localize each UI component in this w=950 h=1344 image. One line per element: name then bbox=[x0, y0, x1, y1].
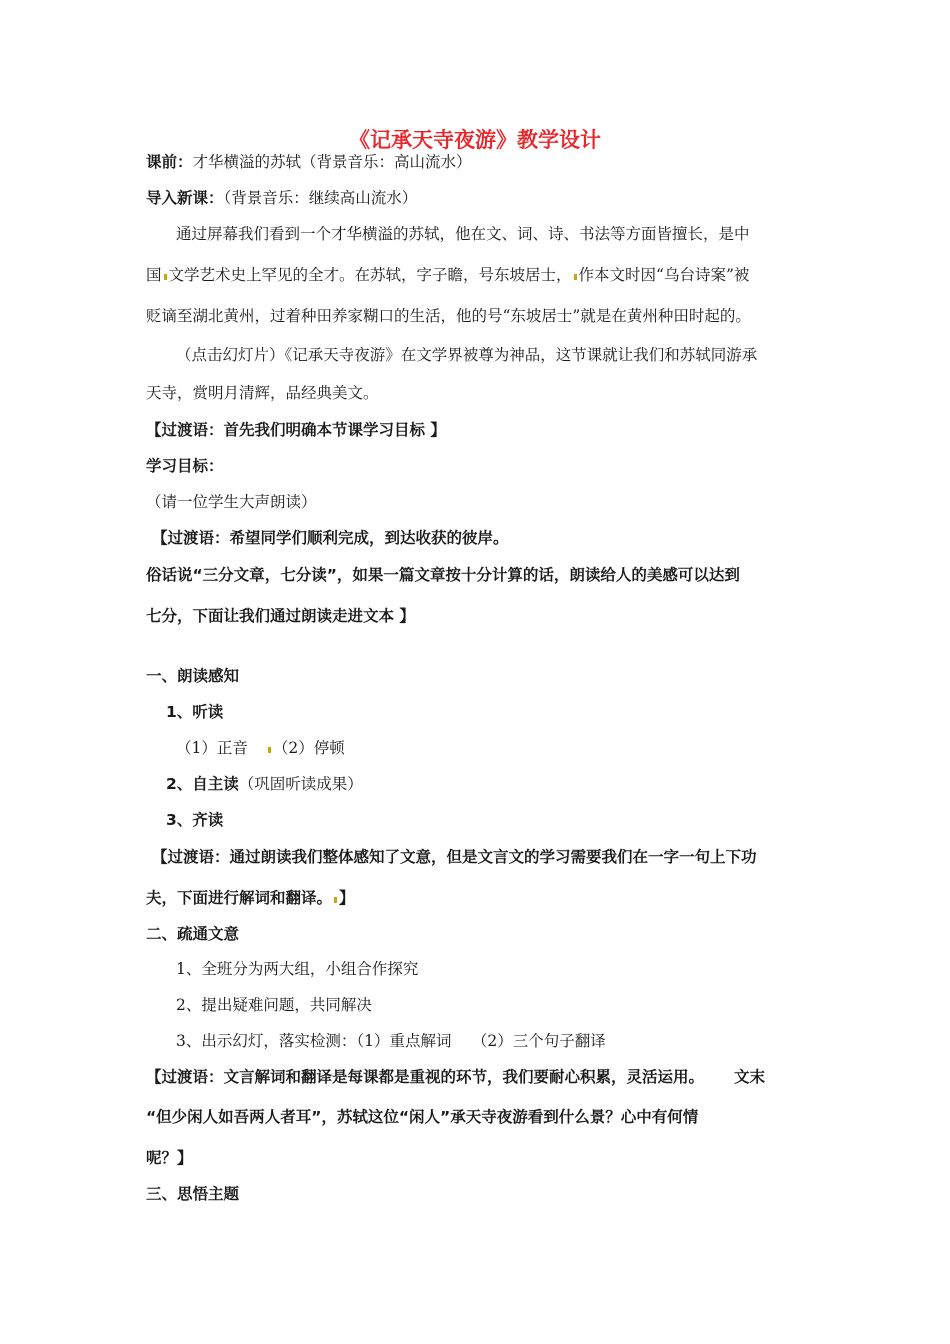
section-1-item-2 bbox=[166, 774, 363, 794]
transition-3-line-2b: 】 bbox=[339, 889, 355, 907]
transition-4-line-2: “但少闲人如吾两人者耳”，苏轼这位“闲人”承天寺夜游看到什么景？心中有何情 bbox=[146, 1108, 699, 1126]
mark-dot bbox=[164, 274, 167, 280]
transition-4-line-1b: 文末 bbox=[734, 1068, 766, 1086]
sub-zhengyin: （1）正音 bbox=[176, 739, 248, 757]
intro-line bbox=[146, 188, 417, 208]
saying-line-1: 俗话说“三分文章，七分读”，如果一篇文章按十分计算的话，朗读给人的美感可以达到 bbox=[146, 566, 740, 584]
paragraph-1-line-2a: 国 bbox=[146, 266, 162, 284]
sub-tingdun: （2）停顿 bbox=[272, 739, 345, 757]
pre-class-line bbox=[146, 152, 472, 172]
section-2-item-1: 1、全班分为两大组，小组合作探究 bbox=[176, 960, 419, 978]
section-2-item-2: 2、提出疑难问题，共同解决 bbox=[176, 996, 372, 1014]
mark-dot bbox=[268, 747, 271, 753]
document-title: 《记承天寺夜游》教学设计 bbox=[349, 128, 601, 152]
transition-3-line-1: 【过渡语：通过朗读我们整体感知了文意，但是文言文的学习需要我们在一字一句上下功 bbox=[152, 848, 757, 866]
pre-class-label: 课前： bbox=[146, 153, 193, 171]
section-1-item-1: 1、听读 bbox=[166, 703, 224, 721]
mark-dot bbox=[334, 897, 337, 903]
paragraph-1-line-2 bbox=[146, 265, 749, 285]
transition-4-line-1a: 【过渡语：文言解词和翻译是每课都是重视的环节，我们要耐心积累，灵活运用。 bbox=[146, 1068, 705, 1086]
transition-3-line-2 bbox=[146, 888, 355, 908]
mark-dot bbox=[574, 274, 577, 280]
section-2-heading: 二、疏通文意 bbox=[146, 925, 240, 943]
section-1-item-3: 3、齐读 bbox=[166, 811, 224, 829]
transition-4-line-1 bbox=[146, 1067, 765, 1087]
goals-note: （请一位学生大声朗读） bbox=[146, 493, 317, 511]
paragraph-1-line-1: 通过屏幕我们看到一个才华横溢的苏轼，他在文、词、诗、书法等方面皆擅长，是中 bbox=[176, 225, 750, 243]
goals-label: 学习目标： bbox=[146, 457, 224, 475]
transition-1: 【过渡语：首先我们明确本节课学习目标 】 bbox=[146, 421, 446, 439]
section-1-item-1-sub bbox=[176, 738, 345, 758]
paragraph-1-line-2b: 文学艺术史上罕见的全才。在苏轼，字子瞻，号东坡居士， bbox=[168, 266, 572, 284]
pre-class-text: 才华横溢的苏轼（背景音乐：高山流水） bbox=[192, 153, 472, 171]
paragraph-2-line-1: （点击幻灯片）《记承天寺夜游》在文学界被尊为神品，这节课就让我们和苏轼同游承 bbox=[176, 346, 758, 364]
item-2-label: 2、自主读 bbox=[166, 775, 239, 793]
intro-label: 导入新课： bbox=[146, 189, 224, 207]
transition-4-line-3: 呢？】 bbox=[146, 1149, 193, 1167]
item-2-note: （巩固听读成果） bbox=[238, 775, 363, 793]
paragraph-1-line-3: 贬谪至湖北黄州，过着种田养家糊口的生活，他的号“东坡居士”就是在黄州种田时起的。 bbox=[146, 307, 751, 325]
paragraph-2-line-2: 天寺，赏明月清辉，品经典美文。 bbox=[146, 384, 379, 402]
intro-text: （背景音乐：继续高山流水） bbox=[223, 189, 418, 207]
transition-2: 【过渡语：希望同学们顺利完成，到达收获的彼岸。 bbox=[152, 529, 509, 547]
section-2-item-3: 3、出示幻灯，落实检测：（1）重点解词 （2）三个句子翻译 bbox=[176, 1032, 606, 1050]
section-3-heading: 三、思悟主题 bbox=[146, 1185, 240, 1203]
transition-3-line-2a: 夫，下面进行解词和翻译。 bbox=[146, 889, 333, 907]
saying-line-2: 七分，下面让我们通过朗读走进文本 】 bbox=[146, 607, 415, 625]
paragraph-1-line-2c: 作本文时因“乌台诗案”被 bbox=[578, 266, 750, 284]
section-1-heading: 一、朗读感知 bbox=[146, 667, 240, 685]
